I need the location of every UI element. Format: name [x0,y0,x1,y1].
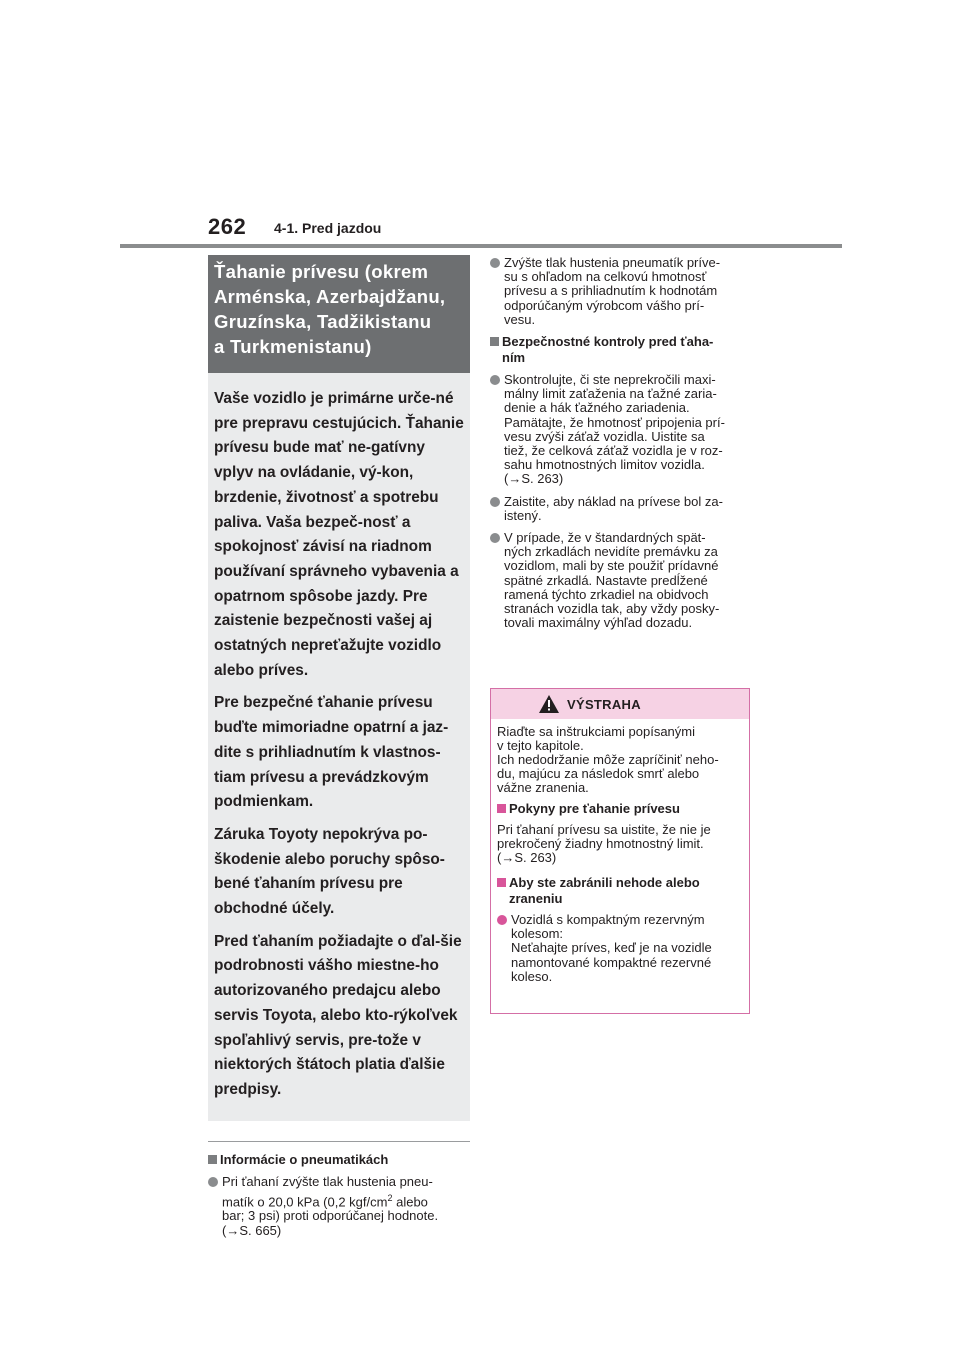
warning-text-line: prekročený žiadny hmotnostný limit. [497,836,704,851]
chapter-title-line: Arménska, Azerbajdžanu, [214,286,446,307]
bullet-line: Pri ťahaní zvýšte tlak hustenia pneu- [222,1173,433,1189]
intro-paragraph: Pre bezpečné ťahanie prívesu buďte mimoriadne opatrní a jaz-dite s prihliadnutím k vlastnos-tiam prívesu a prevádzkovým podmienkam. [214,694,449,811]
bullet-line: stranách vozidla tak, aby vždy posky- [504,601,720,617]
spare-wheel-bullet [497,913,743,984]
bullet-line: matík o 20,0 kPa (0,2 kgf/$cm^2$ alebo [222,1192,428,1210]
page-number: 262 [208,214,247,239]
warning-header [491,689,749,719]
chapter-title-line: a Turkmenistanu) [214,336,372,357]
intro-paragraph: Vaše vozidlo je primárne urče-né pre prepravu cestujúcich. Ťahanie prívesu bude mať ne-gatívny vplyv na ovládanie, vý-kon, brzdenie, životnosť a spotrebu paliva. Vaša bezpeč-nosť a spokojnosť závisí na riadnom používaní správneho vybavenia a opatrnom spôsobe jazdy. Pre zaistenie bezpečnosti vašej aj ostatných nepreťažujte vozidlo alebo príves. [214,390,464,679]
header-rule [120,244,842,248]
bullet-line: ramená týchto zrkadiel na obidvoch [504,586,709,602]
bullet-line: vesu zvýši záťaž vozidla. Uistite sa [504,428,705,444]
bullet-line: sahu hmotnostných limitov vozidla. [504,457,705,473]
warning-text-line: Pri ťahaní prívesu sa uistite, že nie je [497,822,711,837]
chapter-title-line: Gruzínska, Tadžikistanu [214,311,432,332]
bullet-line: ných zrkadlách nevidíte premávku za [504,544,718,560]
bullet-line: Vozidlá s kompaktným rezervným [511,912,705,927]
warning-text-line: du, majúcu za následok smrť alebo [497,766,700,781]
page-reference-link[interactable]: (→S. 263) [497,850,557,865]
bullet-line: vozidlom, mali by ste použiť prídavné [504,558,719,574]
warning-text-line: Riaďte sa inštrukciami popísanými [497,724,696,739]
page-reference-link[interactable]: (→S. 263) [504,471,564,487]
bullet-line: Skontrolujte, či ste neprekročili maxi- [504,372,716,388]
intro-paragraph: Pred ťahaním požiadajte o ďal-šie podrobnosti vášho miestne-ho autorizovaného predajcu alebo servis Toyota, alebo kto-rýkoľvek spoľahlivý servis, pre-tože v niektorých štátoch platia ďalšie predpisy. [214,932,462,1098]
bullet-dot-icon [497,915,507,925]
bullet-line: Zvýšte tlak hustenia pneumatík príve- [504,255,721,270]
weight-limits-bullet [490,373,752,487]
bullet-line: spätné zrkadlá. Nastavte predĺžené [504,572,708,588]
bullet-line: Zaistite, aby náklad na prívese bol za- [504,493,723,509]
bullet-line: namontované kompaktné rezervné [511,954,712,970]
warning-body [491,719,749,984]
divider [208,1141,470,1142]
left-column [208,255,470,1238]
bullet-line: kolesom: [511,926,564,942]
bullet-line: odporúčaným výrobcom vášho prí- [504,297,705,313]
tires-heading: Informácie o pneumatikách [208,1152,470,1168]
chapter-title-box [208,255,470,373]
bullet-line: istený. [504,507,542,523]
section-title: 4-1. Pred jazdou [274,220,382,236]
bullet-line: Neťahajte príves, keď je na vozidle [511,940,712,956]
intro-box [208,373,470,1121]
tires-bullet [208,1175,470,1238]
intro-paragraph: Záruka Toyoty nepokrýva po-škodenie alebo poruchy spôso-bené ťahaním prívesu pre obchodné účely. [214,825,445,918]
bullet-line: tiež, že celková záťaž vozidla je v roz- [504,443,723,459]
safety-heading: Bezpečnostné kontroly pred ťaha- ním [490,334,752,366]
warning-heading-accident: Aby ste zabránili nehode alebo zraneniu [497,875,743,907]
right-column [490,256,752,630]
page-reference-link[interactable]: (→S. 665) [222,1222,282,1238]
bullet-line: málny limit zaťaženia na ťažné zaria- [504,386,717,402]
bullet-line: prívesu a s prihliadnutím k hodnotám [504,283,718,299]
bullet-line: denie a hák ťažného zariadenia. [504,400,690,416]
warning-text-line: Ich nedodržanie môže zapríčiniť neho- [497,752,719,767]
warning-text-line: vážne zranenia. [497,780,589,795]
bullet-line: V prípade, že v štandardných spät- [504,530,706,546]
bullet-dot-icon [208,1177,218,1187]
tire-pressure-bullet [490,256,752,327]
bullet-dot-icon [490,533,500,543]
warning-triangle-icon [539,695,559,713]
bullet-dot-icon [490,375,500,385]
warning-text-line: v tejto kapitole. [497,738,584,753]
bullet-line: su s ohľadom na celkovú hmotnosť [504,269,707,285]
load-secured-bullet [490,495,752,523]
bullet-dot-icon [490,497,500,507]
chapter-title-line: Ťahanie prívesu (okrem [214,261,429,282]
bullet-line: Pamätajte, že hmotnosť pripojenia prí- [504,414,725,430]
warning-heading-towing: Pokyny pre ťahanie prívesu [497,801,743,817]
mirrors-bullet [490,531,752,630]
bullet-dot-icon [490,258,500,268]
bullet-line: bar; 3 psi) proti odporúčanej hodnote. [222,1208,439,1224]
warning-title: VÝSTRAHA [567,697,641,712]
bullet-line: tovali maximálny výhľad dozadu. [504,615,693,631]
bullet-line: vesu. [504,311,536,327]
bullet-line: koleso. [511,968,553,984]
warning-box [490,688,750,1014]
